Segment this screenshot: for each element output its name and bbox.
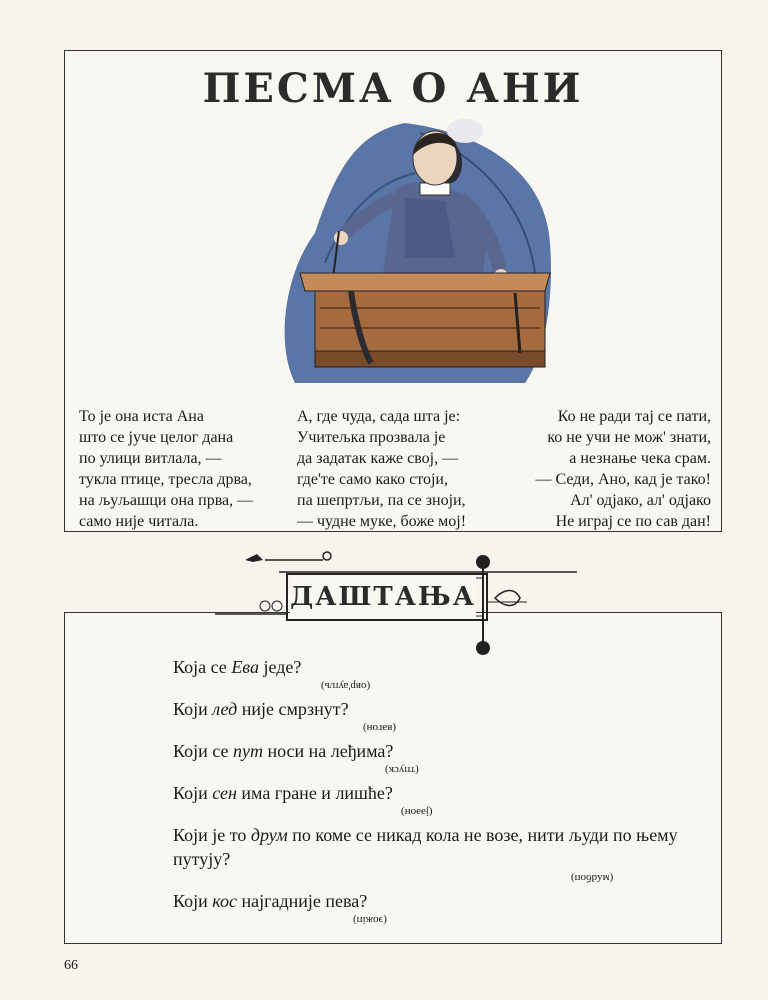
riddle-item	[173, 739, 703, 777]
riddle-item	[173, 697, 703, 735]
riddles-title: ДАШТАЊА	[290, 576, 476, 618]
riddle-question: Који је то друм по коме се никад кола не возе, нити људи по њему путују?	[173, 825, 678, 869]
stanza-2	[297, 406, 505, 532]
riddle-question: Који се пут носи на леђима?	[173, 741, 394, 761]
riddle-answer: (овр'аупљ)	[321, 680, 371, 692]
verse-line: а незнање чека срам.	[569, 450, 711, 467]
stanza-1	[79, 406, 287, 532]
riddle-answer: (мʎdбоп)	[571, 872, 614, 884]
verse-line: по улици витлала, —	[79, 450, 222, 467]
poem-stanzas	[79, 406, 711, 532]
verse-line: тукла птице, тресла дрва,	[79, 471, 252, 488]
verse-line: да задатак каже свој, —	[297, 450, 459, 467]
verse-line: Ко не ради тај се пати,	[557, 408, 711, 425]
riddle-item	[173, 781, 703, 819]
verse-line: само није читала.	[79, 513, 199, 530]
riddle-answer: (тпуск)	[385, 764, 419, 776]
verse-line: ко не учи не мож' знати,	[547, 429, 711, 446]
riddle-question: Који лед није смрзнут?	[173, 699, 349, 719]
riddle-question: Која се Ева једе?	[173, 657, 302, 677]
illustration-girl-at-desk	[255, 113, 555, 395]
riddles-section	[64, 612, 722, 944]
poem-section	[64, 50, 722, 532]
verse-line: Ал' одјако, ал' одјако	[570, 492, 711, 509]
riddle-item	[173, 889, 703, 927]
verse-line: што се јуче целог дана	[79, 429, 234, 446]
page-number: 66	[64, 958, 78, 973]
riddle-item	[173, 823, 703, 885]
verse-line: где'те само како стоји,	[297, 471, 448, 488]
verse-line: Не играј се по сав дан!	[555, 513, 711, 530]
riddle-item	[173, 655, 703, 693]
riddle-answer: (эожіп)	[353, 914, 387, 926]
verse-line: То је она иста Ана	[79, 408, 204, 425]
verse-line: на љуљашци она прва, —	[79, 492, 254, 509]
riddle-list	[173, 655, 703, 931]
riddle-question: Који кос најгадније пева?	[173, 891, 368, 911]
riddle-answer: (вәгон)	[363, 722, 397, 734]
verse-line: — чудне муке, боже мој!	[297, 513, 467, 530]
riddle-question: Који сен има гране и лишће?	[173, 783, 393, 803]
verse-line: па шепртљи, па се зноји,	[297, 492, 466, 509]
poem-title: ПЕСМА О АНИ	[202, 65, 584, 112]
verse-line: Учитељка прозвала је	[297, 429, 446, 446]
verse-line: — Седи, Ано, кад је тако!	[535, 471, 711, 488]
stanza-3	[515, 406, 711, 532]
riddle-answer: (јәәон)	[401, 806, 433, 818]
verse-line: А, где чуда, сада шта је:	[297, 408, 461, 425]
